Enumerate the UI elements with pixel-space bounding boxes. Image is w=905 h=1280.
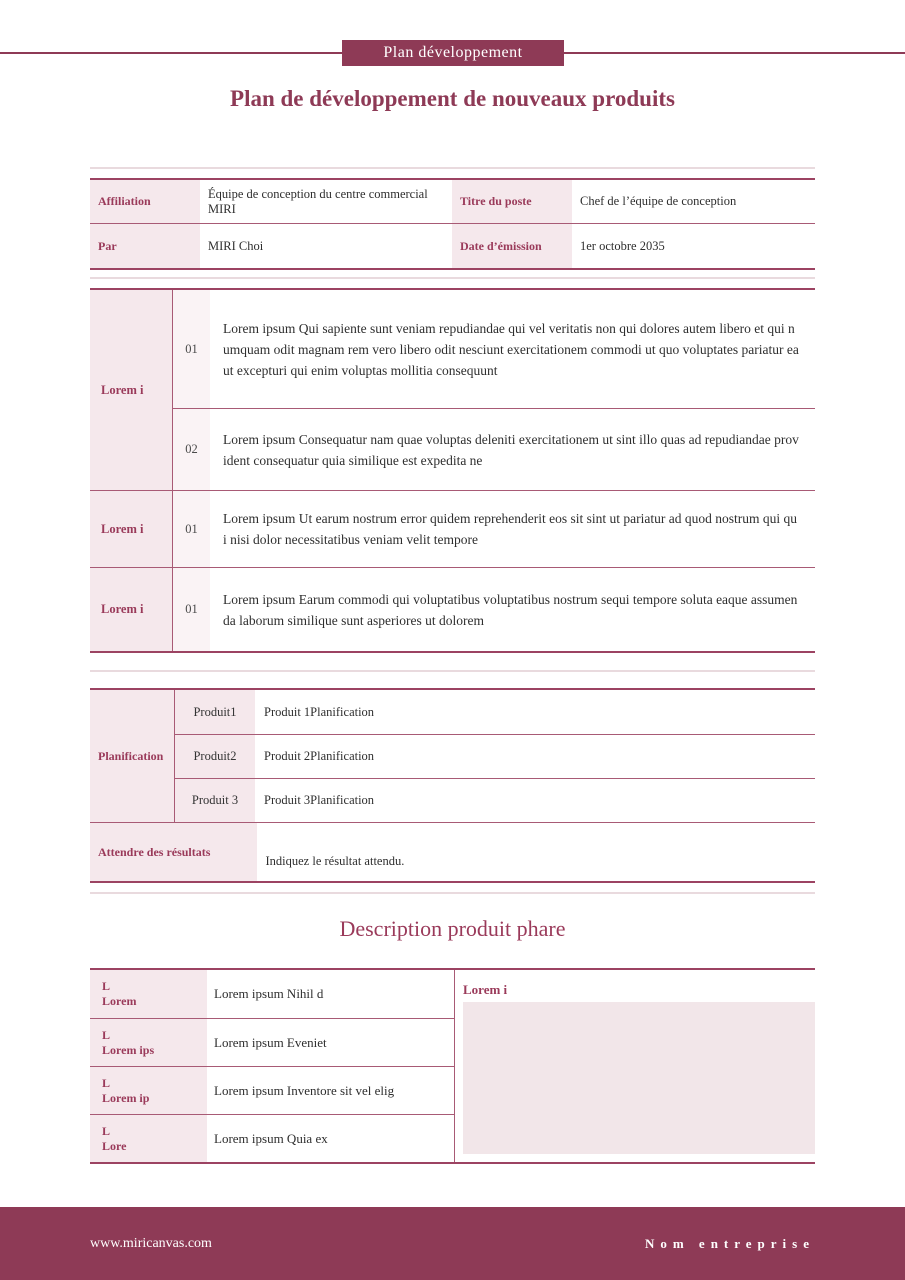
row-number: 01 — [173, 568, 210, 651]
info-label-affiliation: Affiliation — [90, 180, 200, 224]
footer — [0, 1207, 905, 1280]
description-row — [90, 1066, 454, 1114]
info-label-date-emission: Date d’émission — [452, 224, 572, 268]
footer-company-name: Nom entreprise — [644, 1235, 815, 1251]
planification-key: Produit 3 — [175, 779, 255, 822]
description-value: Lorem ipsum Eveniet — [214, 1034, 327, 1050]
expected-results-row — [90, 823, 815, 881]
row-text: Lorem ipsum Consequatur nam quae voluptas deleniti exercitationem ut sint illo quas ad repudiandae provident consequatur quia similique est expedita ne — [223, 431, 799, 468]
row-text: Lorem ipsum Qui sapiente sunt veniam repudiandae qui vel veritatis non qui dolores autem libero et qui numquam odit magnam rem vero libero odit nesciunt exercitationem commodi ut quo voluptates pariatur ea ut excepturi qui enim voluptas mollitia consequunt — [223, 320, 799, 378]
info-value-affiliation: Équipe de conception du centre commercial MIRI — [200, 180, 452, 224]
planification-value: Produit 2Planification — [264, 749, 375, 763]
overview-group-label: Lorem i — [90, 491, 173, 567]
planification-label: Planification — [90, 690, 175, 822]
header-tab-label: Plan développement — [383, 44, 523, 61]
row-number: 02 — [173, 409, 210, 490]
overview-group — [90, 567, 815, 651]
overview-row — [173, 290, 815, 408]
planification-value: Produit 1Planification — [264, 704, 375, 719]
overview-row — [173, 491, 815, 567]
panel-label: Lorem i — [463, 982, 508, 997]
description-key: L Lorem ip — [90, 1067, 207, 1114]
description-row — [90, 1114, 454, 1162]
planification-row — [175, 778, 815, 822]
planification-row — [175, 690, 815, 734]
info-value-date-emission: 1er octobre 2035 — [580, 238, 665, 253]
row-text: Lorem ipsum Ut earum nostrum error quidem reprehenderit eos sit sint ut pariatur ad quod nostrum qui qui nisi dolor necessitatibus veniam velit tempore — [223, 511, 798, 547]
description-value: Lorem ipsum Quia ex — [214, 1130, 328, 1146]
image-placeholder — [463, 1002, 815, 1154]
description-right-panel — [455, 970, 815, 1162]
header-tab — [342, 40, 564, 66]
page-title: Plan de développement de nouveaux produits — [230, 86, 675, 111]
description-key: L Lorem — [90, 970, 207, 1018]
footer-url: www.miricanvas.com — [90, 1235, 212, 1251]
overview-row — [173, 408, 815, 490]
description-table — [90, 968, 815, 1164]
description-row — [90, 970, 454, 1018]
overview-group — [90, 490, 815, 567]
description-key: L Lore — [90, 1115, 207, 1162]
planification-value: Produit 3Planification — [264, 793, 375, 807]
overview-table — [90, 288, 815, 653]
overview-row — [173, 568, 815, 651]
section-title: Description produit phare — [339, 916, 566, 941]
description-value: Lorem ipsum Inventore sit vel elig — [214, 1082, 395, 1098]
planification-key: Produit2 — [175, 735, 255, 778]
planification-row — [175, 734, 815, 778]
planification-group — [90, 690, 815, 823]
row-text: Lorem ipsum Earum commodi qui voluptatibus voluptatibus nostrum sequi tempore soluta eaque assumenda laborum similique sunt asperiores ut dolorem — [223, 591, 798, 628]
description-left-table — [90, 970, 455, 1162]
description-key: L Lorem ips — [90, 1019, 207, 1066]
info-label-par: Par — [90, 224, 200, 268]
info-value-titre-du-poste: Chef de l’équipe de conception — [572, 180, 815, 224]
description-value: Lorem ipsum Nihil d — [214, 986, 324, 1001]
divider-line — [90, 892, 815, 894]
row-number: 01 — [173, 491, 210, 567]
expected-results-value: Indiquez le résultat attendu. — [265, 854, 405, 868]
description-row — [90, 1018, 454, 1066]
info-table — [90, 178, 815, 270]
row-number: 01 — [173, 290, 210, 408]
info-label-titre-du-poste: Titre du poste — [452, 180, 572, 224]
planification-key: Produit1 — [175, 690, 255, 734]
expected-results-label: Attendre des résultats — [90, 823, 257, 881]
divider-line — [90, 277, 815, 279]
overview-group — [90, 290, 815, 490]
overview-group-label: Lorem i — [90, 568, 173, 651]
planification-table — [90, 688, 815, 883]
divider-line — [90, 167, 815, 169]
info-value-par: MIRI Choi — [208, 238, 264, 253]
divider-line — [90, 670, 815, 672]
overview-group-label: Lorem i — [90, 290, 173, 490]
